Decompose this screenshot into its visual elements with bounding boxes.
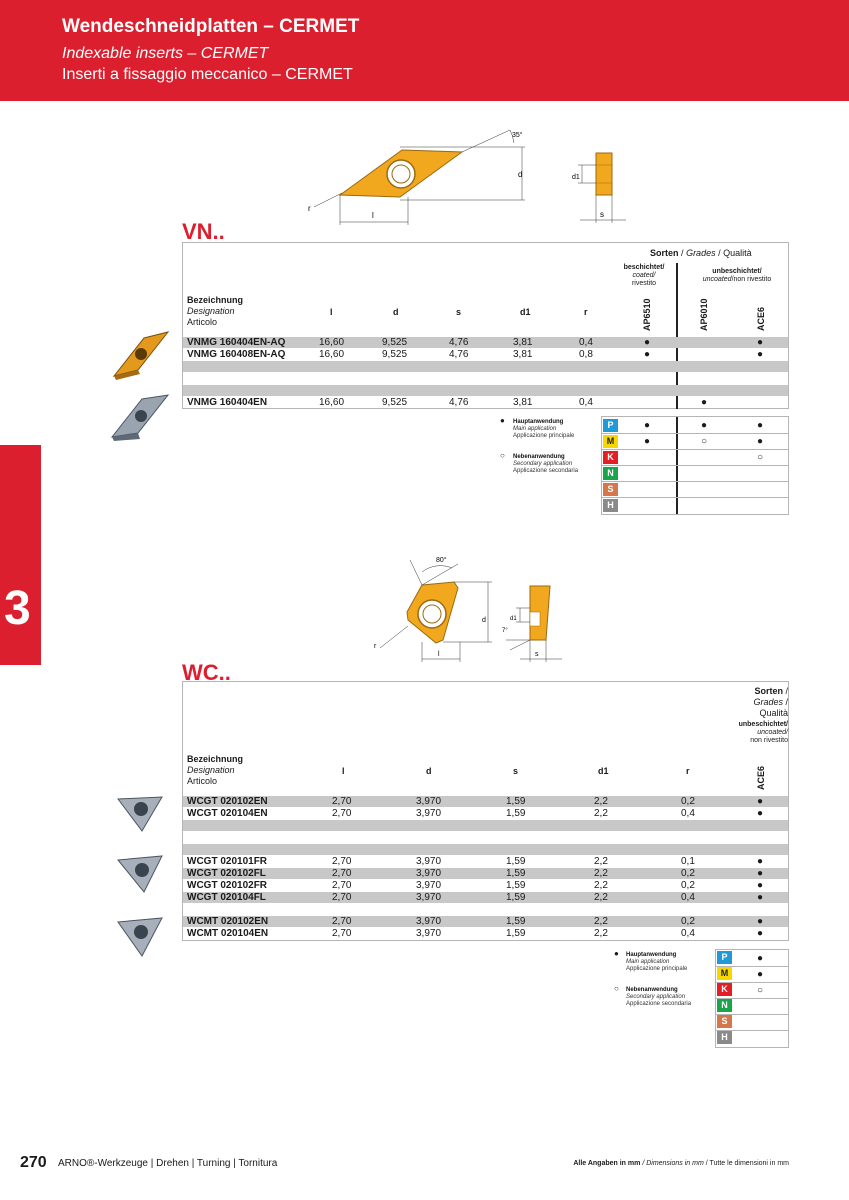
material-p-badge: P: [603, 419, 618, 432]
page-number: 270: [20, 1154, 47, 1171]
wc-col-r: r: [686, 766, 690, 776]
footer-breadcrumb: ARNO®-Werkzeuge | Drehen | Turning | Tornitura: [58, 1158, 278, 1169]
material-h-badge: H: [603, 499, 618, 512]
wc-insert-image-1: [114, 793, 166, 833]
table-row: WCGT 020101FR 2,70 3,970 1,59 2,2 0,1 ●: [187, 856, 764, 867]
chapter-number: 3: [4, 582, 31, 635]
vn-legend-main-en: Main application: [513, 426, 557, 432]
wc-col-l: l: [342, 766, 345, 776]
vn-coated-label: beschichtet/ coated/ rivestito: [623, 264, 665, 287]
table-row: VNMG 160404EN-AQ 16,60 9,525 4,76 3,81 0,4 ● ●: [183, 337, 788, 348]
material-m-badge: M: [603, 435, 618, 448]
material-n-badge: N: [717, 999, 732, 1012]
material-n-badge: N: [603, 467, 618, 480]
material-k-badge: K: [603, 451, 618, 464]
vn-dimension-diagram: [300, 125, 630, 230]
vn-designation-de: Bezeichnung: [187, 295, 244, 305]
wc-grades-header: Sorten / Grades / Qualità: [753, 686, 788, 718]
table-row: WCGT 020102FR 2,70 3,970 1,59 2,2 0,2 ●: [187, 880, 764, 891]
table-row: WCGT 020104EN 2,70 3,970 1,59 2,2 0,4 ●: [187, 808, 764, 819]
table-row: WCGT 020104FL 2,70 3,970 1,59 2,2 0,4 ●: [183, 892, 788, 903]
wc-angle-label: 80°: [436, 557, 447, 564]
vn-d1-label: d1: [572, 174, 580, 181]
material-h-badge: H: [717, 1031, 732, 1044]
wc-main-symbol: ●: [614, 949, 619, 958]
wc-r-label: r: [374, 643, 377, 650]
material-s-badge: S: [717, 1015, 732, 1028]
vn-col-l: l: [330, 307, 333, 317]
wc-col-d: d: [426, 766, 432, 776]
wc-legend-sec-it: Applicazione secondaria: [626, 1001, 692, 1007]
material-k-badge: K: [717, 983, 732, 996]
wc-d1-label: d1: [510, 616, 517, 622]
vn-col-d: d: [393, 307, 399, 317]
wc-designation-en: Designation: [187, 765, 235, 775]
vn-r-label: r: [308, 204, 311, 213]
vn-l-label: l: [372, 211, 374, 220]
material-p-badge: P: [717, 951, 732, 964]
row-separator: [183, 361, 788, 372]
table-row: WCMT 020104EN 2,70 3,970 1,59 2,2 0,4 ●: [187, 928, 764, 939]
vn-grade-ap6010: AP6010: [699, 298, 709, 331]
material-m-badge: M: [717, 967, 732, 980]
wc-legend-sec-en: Secondary application: [626, 994, 686, 1000]
vn-grades-header: Sorten / Grades / Qualità: [650, 248, 752, 258]
vn-designation-en: Designation: [187, 306, 235, 316]
wc-legend-sec-de: Nebenanwendung: [626, 987, 678, 993]
wc-designation-de: Bezeichnung: [187, 754, 244, 764]
vn-d-label: d: [518, 170, 523, 179]
vn-legend-sec-en: Secondary application: [513, 461, 573, 467]
wc-dimension-diagram: [370, 550, 570, 668]
title-german: Wendeschneidplatten – CERMET: [62, 16, 360, 37]
wc-insert-image-3: [114, 914, 166, 960]
table-row: VNMG 160408EN-AQ 16,60 9,525 4,76 3,81 0,8 ● ●: [187, 349, 764, 360]
row-separator: [183, 844, 788, 855]
wc-insert-image-2: [114, 852, 166, 896]
row-separator: [183, 904, 788, 916]
wc-d-label: d: [482, 617, 486, 624]
vn-coated-insert-image: [110, 328, 170, 380]
wc-legend-main-it: Applicazione principale: [626, 966, 688, 972]
vn-legend-sec-de: Nebenanwendung: [513, 454, 565, 460]
wc-secondary-symbol: ○: [614, 984, 619, 993]
wc-section-title: WC..: [182, 660, 231, 685]
vn-s-label: s: [600, 210, 604, 219]
vn-col-s: s: [456, 307, 462, 317]
vn-angle-label: 35°: [512, 132, 523, 139]
row-separator: [183, 385, 788, 396]
table-row: WCGT 020102FL 2,70 3,970 1,59 2,2 0,2 ●: [183, 868, 788, 879]
wc-legend-main-en: Main application: [626, 959, 670, 965]
page-header: [0, 0, 849, 101]
footer-units-note: Alle Angaben in mm / Dimensions in mm / Tutte le dimensioni in mm: [573, 1160, 789, 1167]
wc-uncoated-label: unbeschichtet/ uncoated/ non rivestito: [738, 721, 788, 744]
table-row: VNMG 160404EN 16,60 9,525 4,76 3,81 0,4 ●: [187, 397, 708, 408]
chapter-tab: [0, 445, 41, 665]
vn-grade-ap6510: AP6510: [642, 298, 652, 331]
table-row: WCMT 020102EN 2,70 3,970 1,59 2,2 0,2 ●: [183, 916, 788, 927]
vn-legend-main-de: Hauptanwendung: [513, 419, 564, 425]
vn-col-r: r: [584, 307, 588, 317]
wc-col-s: s: [513, 766, 519, 776]
vn-grades-bold: Sorten: [650, 248, 679, 258]
wc-grade-ace6: ACE6: [756, 765, 766, 790]
wc-col-d1: d1: [598, 766, 609, 776]
row-separator: [183, 820, 788, 831]
vn-uncoated-insert-image: [108, 391, 170, 443]
vn-grade-ace6: ACE6: [756, 306, 766, 331]
vn-col-d1: d1: [520, 307, 531, 317]
vn-uncoated-label: unbeschichtet/ uncoated/non rivestito: [702, 268, 772, 283]
table-row: WCGT 020102EN 2,70 3,970 1,59 2,2 0,2 ●: [183, 796, 788, 807]
vn-legend-main-it: Applicazione principale: [513, 433, 575, 439]
vn-designation-it: Articolo: [187, 317, 218, 327]
vn-section-title: VN..: [182, 219, 225, 244]
material-s-badge: S: [603, 483, 618, 496]
title-english: Indexable inserts – CERMET: [62, 45, 269, 62]
wc-designation-it: Articolo: [187, 776, 218, 786]
vn-secondary-symbol: ○: [500, 451, 505, 460]
wc-l-label: l: [438, 651, 440, 658]
vn-main-symbol: ●: [500, 416, 505, 425]
wc-clearance-angle-label: 7°: [502, 628, 508, 634]
wc-s-label: s: [535, 651, 539, 658]
title-italian: Inserti a fissaggio meccanico – CERMET: [62, 66, 353, 83]
vn-legend-sec-it: Applicazione secondaria: [513, 468, 579, 474]
wc-legend-main-de: Hauptanwendung: [626, 952, 677, 958]
